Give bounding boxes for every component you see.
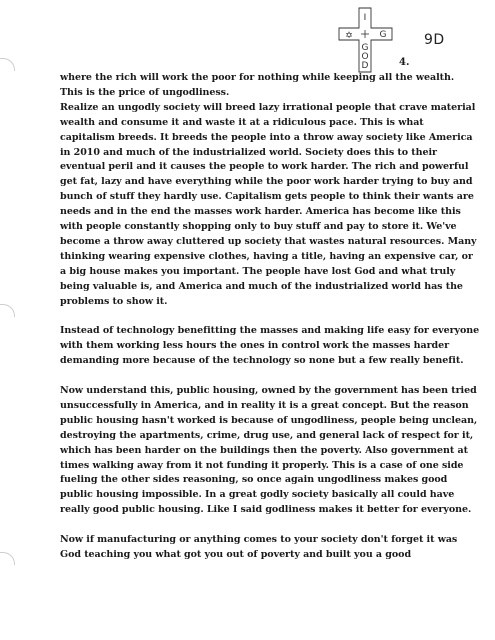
- paragraph-capitalism: Realize an ungodly society will breed lazy irrational people that crave material wealth and consume it and waste it at a ridiculous pace. This is what capitalism breeds. It breeds the people into a throw away society like America in 2010 and much of the industrialized world. Society does this to their eventual peril and it causes the people to work harder. The rich and powerful get fat, lazy and have everything while the poor work harder trying to buy and bunch of stuff they hardly use. Capitalism gets people to think their wants are needs and in the end the masses work harder. America has become like this with people constantly shopping only to buy stuff and pay to store it. We've become a throw away cluttered up society that wastes natural resources. Many thinking wearing expensive clothes, having a title, having an expensive car, or a big house makes you important. The people have lost God and what truly being valuable is, and America and much of the industrialized world has the problems to show it.: [60, 101, 477, 307]
- cross-letter-right: G: [379, 30, 387, 40]
- handwritten-page-mark: 9D: [424, 32, 445, 48]
- punch-hole-bottom: [0, 552, 15, 565]
- document-body: [60, 71, 480, 563]
- page-number: 4.: [399, 57, 410, 68]
- cross-letter-d: D: [361, 61, 369, 71]
- cross-letter-g: G: [361, 43, 369, 53]
- cross-star-left: ✡: [345, 31, 353, 41]
- punch-hole-top: [0, 58, 15, 71]
- paragraph-technology: Instead of technology benefitting the masses and making life easy for everyone with them working less hours the ones in control work the masses harder demanding more because of the technology so none but a few really benefit.: [60, 325, 480, 367]
- handwritten-cross-drawing: [337, 6, 397, 74]
- punch-hole-middle: [0, 304, 15, 317]
- paragraph-manufacturing: Now if manufacturing or anything comes to your society don't forget it was God teaching you what got you out of poverty and built you a good: [60, 534, 458, 560]
- cross-letter-o: O: [361, 52, 369, 62]
- continued-paragraph: where the rich will work the poor for nothing while keeping all the wealth. This is the price of ungodliness.: [60, 72, 455, 98]
- paragraph-public-housing: Now understand this, public housing, owned by the government has been tried unsuccessfully in America, and in reality it is a great concept. But the reason public housing hasn't worked is because of ungodliness, people being unclean, destroying the apartments, crime, drug use, and general lack of respect for it, which has been harder on the buildings then the poverty. Also government at times walking away from it not funding it properly. This is a case of one side fueling the other sides reasoning, so once again ungodliness makes good public housing impossible. In a great godly society basically all could have really good public housing. Like I said godliness makes it better for everyone.: [60, 385, 478, 516]
- cross-letter-top: I: [363, 13, 367, 23]
